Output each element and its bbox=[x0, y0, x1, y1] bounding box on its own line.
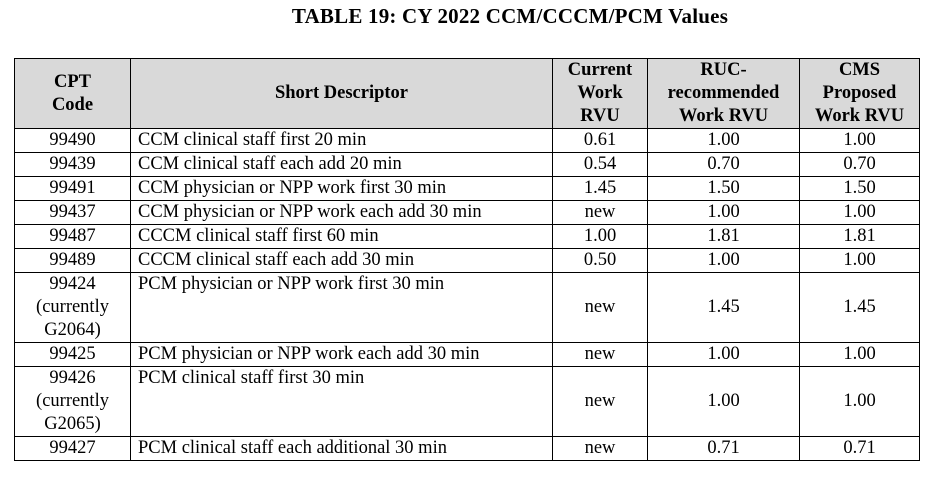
header-cpt-code-line: CPT bbox=[54, 71, 91, 92]
cpt-code-cell bbox=[15, 437, 131, 461]
cms-proposed-work-rvu-cell: 0.70 bbox=[800, 153, 920, 177]
ruc-recommended-work-rvu-cell: 0.71 bbox=[648, 437, 800, 461]
header-ruc-line: Work RVU bbox=[678, 106, 769, 126]
cms-proposed-work-rvu-cell: 1.00 bbox=[800, 343, 920, 367]
cpt-code-cell bbox=[15, 129, 131, 153]
header-ruc-recommended-work-rvu bbox=[648, 59, 800, 129]
cms-proposed-work-rvu-cell: 1.00 bbox=[800, 249, 920, 273]
table-row bbox=[15, 343, 920, 367]
cpt-code-line: 99426 bbox=[49, 368, 96, 388]
ruc-recommended-work-rvu-cell: 0.70 bbox=[648, 153, 800, 177]
cpt-code-line: 99427 bbox=[49, 438, 96, 458]
header-current-line: RVU bbox=[580, 106, 620, 126]
ruc-recommended-work-rvu-cell: 1.00 bbox=[648, 129, 800, 153]
cms-proposed-work-rvu-cell: 1.00 bbox=[800, 201, 920, 225]
ruc-recommended-work-rvu-cell: 1.00 bbox=[648, 201, 800, 225]
current-work-rvu-cell: new bbox=[553, 201, 648, 225]
cms-proposed-work-rvu-cell: 1.00 bbox=[800, 367, 920, 437]
table-row bbox=[15, 201, 920, 225]
cpt-code-line: G2065) bbox=[44, 414, 101, 434]
table-row bbox=[15, 225, 920, 249]
current-work-rvu-cell: new bbox=[553, 367, 648, 437]
header-cms-line: Proposed bbox=[822, 83, 897, 103]
current-work-rvu-cell: 0.50 bbox=[553, 249, 648, 273]
cpt-code-line: G2064) bbox=[44, 320, 101, 340]
ruc-recommended-work-rvu-cell: 1.00 bbox=[648, 367, 800, 437]
table-row bbox=[15, 273, 920, 343]
cpt-code-cell bbox=[15, 153, 131, 177]
short-descriptor-cell: CCCM clinical staff each add 30 min bbox=[131, 249, 553, 273]
cpt-code-cell bbox=[15, 273, 131, 343]
ruc-recommended-work-rvu-cell: 1.81 bbox=[648, 225, 800, 249]
header-current-line: Current bbox=[567, 60, 633, 80]
cms-proposed-work-rvu-cell: 1.45 bbox=[800, 273, 920, 343]
cpt-code-cell bbox=[15, 177, 131, 201]
current-work-rvu-cell: new bbox=[553, 343, 648, 367]
header-cms-line: CMS bbox=[838, 60, 881, 80]
short-descriptor-cell: CCCM clinical staff first 60 min bbox=[131, 225, 553, 249]
current-work-rvu-cell: 0.54 bbox=[553, 153, 648, 177]
cpt-code-line: 99437 bbox=[49, 202, 96, 222]
header-ruc-line: RUC- bbox=[700, 60, 747, 80]
table-row bbox=[15, 437, 920, 461]
short-descriptor-cell: PCM physician or NPP work each add 30 min bbox=[131, 343, 553, 367]
current-work-rvu-cell: 0.61 bbox=[553, 129, 648, 153]
current-work-rvu-cell: 1.00 bbox=[553, 225, 648, 249]
header-cpt-code bbox=[15, 59, 131, 129]
current-work-rvu-cell: new bbox=[553, 273, 648, 343]
cpt-code-line: 99490 bbox=[49, 130, 96, 150]
short-descriptor-cell: PCM clinical staff each additional 30 min bbox=[131, 437, 553, 461]
ruc-recommended-work-rvu-cell: 1.00 bbox=[648, 249, 800, 273]
short-descriptor-cell: PCM clinical staff first 30 min bbox=[131, 367, 553, 437]
cpt-code-line: 99487 bbox=[49, 226, 96, 246]
rvu-table bbox=[14, 58, 920, 461]
cpt-code-line: 99424 bbox=[49, 274, 96, 294]
cpt-code-cell bbox=[15, 367, 131, 437]
current-work-rvu-cell: new bbox=[553, 437, 648, 461]
cpt-code-cell bbox=[15, 225, 131, 249]
short-descriptor-cell: CCM physician or NPP work first 30 min bbox=[131, 177, 553, 201]
cpt-code-cell bbox=[15, 201, 131, 225]
short-descriptor-cell: CCM clinical staff each add 20 min bbox=[131, 153, 553, 177]
cpt-code-line: 99489 bbox=[49, 250, 96, 270]
cpt-code-line: (currently bbox=[36, 391, 109, 411]
header-short-descriptor: Short Descriptor bbox=[131, 59, 553, 129]
table-row bbox=[15, 367, 920, 437]
cpt-code-line: 99439 bbox=[49, 154, 96, 174]
ruc-recommended-work-rvu-cell: 1.00 bbox=[648, 343, 800, 367]
cpt-code-line: 99425 bbox=[49, 344, 96, 364]
table-title: TABLE 19: CY 2022 CCM/CCCM/PCM Values bbox=[291, 4, 729, 28]
cpt-code-line: (currently bbox=[36, 297, 109, 317]
table-row bbox=[15, 153, 920, 177]
cpt-code-line: 99491 bbox=[49, 178, 96, 198]
ruc-recommended-work-rvu-cell: 1.45 bbox=[648, 273, 800, 343]
cms-proposed-work-rvu-cell: 1.81 bbox=[800, 225, 920, 249]
table-row bbox=[15, 249, 920, 273]
table-body bbox=[15, 129, 920, 461]
cms-proposed-work-rvu-cell: 1.00 bbox=[800, 129, 920, 153]
header-cpt-code-line: Code bbox=[51, 94, 94, 115]
short-descriptor-cell: CCM clinical staff first 20 min bbox=[131, 129, 553, 153]
cpt-code-cell bbox=[15, 343, 131, 367]
cpt-code-cell bbox=[15, 249, 131, 273]
header-cms-proposed-work-rvu bbox=[800, 59, 920, 129]
table-row bbox=[15, 129, 920, 153]
ruc-recommended-work-rvu-cell: 1.50 bbox=[648, 177, 800, 201]
short-descriptor-cell: CCM physician or NPP work each add 30 min bbox=[131, 201, 553, 225]
short-descriptor-cell: PCM physician or NPP work first 30 min bbox=[131, 273, 553, 343]
header-current-work-rvu bbox=[553, 59, 648, 129]
header-cms-line: Work RVU bbox=[814, 106, 905, 126]
header-current-line: Work bbox=[577, 83, 623, 103]
cms-proposed-work-rvu-cell: 1.50 bbox=[800, 177, 920, 201]
current-work-rvu-cell: 1.45 bbox=[553, 177, 648, 201]
header-row bbox=[15, 59, 920, 129]
table-row bbox=[15, 177, 920, 201]
header-ruc-line: recommended bbox=[667, 83, 780, 103]
cms-proposed-work-rvu-cell: 0.71 bbox=[800, 437, 920, 461]
